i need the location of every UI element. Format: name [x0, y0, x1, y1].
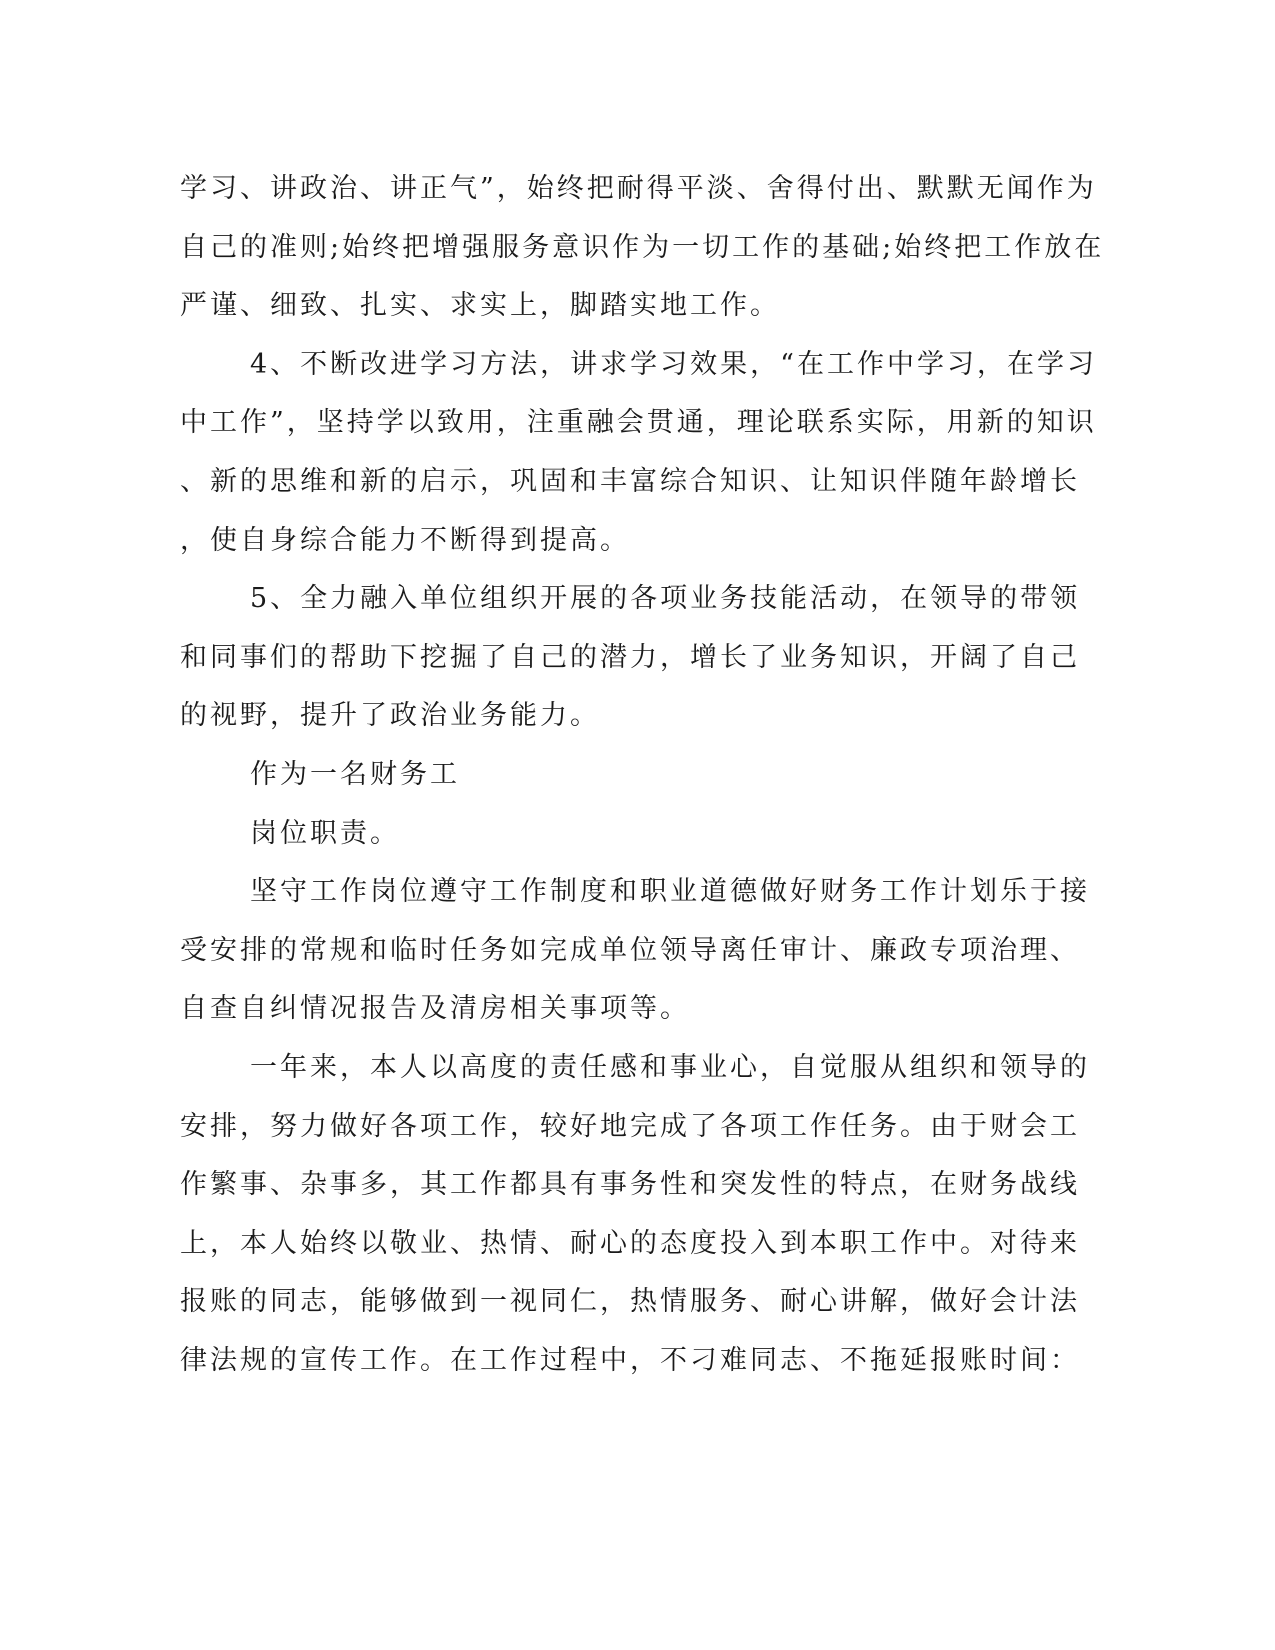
text-line: 、新的思维和新的启示，巩固和丰富综合知识、让知识伴随年龄增长 [180, 465, 1080, 497]
text-line: 坚守工作岗位遵守工作制度和职业道德做好财务工作计划乐于接 [250, 876, 1090, 908]
text-line: 中工作”，坚持学以致用，注重融会贯通，理论联系实际，用新的知识 [180, 407, 1097, 439]
text-line: 5、全力融入单位组织开展的各项业务技能活动，在领导的带领 [250, 583, 1081, 615]
text-line: 学习、讲政治、讲正气”，始终把耐得平淡、舍得付出、默默无闻作为 [180, 173, 1097, 204]
text-line: 严谨、细致、扎实、求实上，脚踏实地工作。 [180, 290, 780, 322]
text-line: 作繁事、杂事多，其工作都具有事务性和突发性的特点，在财务战线 [180, 1169, 1080, 1201]
text-line: 受安排的常规和临时任务如完成单位领导离任审计、廉政专项治理、 [180, 934, 1080, 966]
text-line: 安排，努力做好各项工作，较好地完成了各项工作任务。由于财会工 [180, 1110, 1080, 1142]
text-line: 岗位职责。 [250, 817, 400, 849]
text-line: 4、不断改进学习方法，讲求学习效果，“在工作中学习，在学习 [250, 348, 1097, 380]
text-line: ，使自身综合能力不断得到提高。 [180, 524, 630, 556]
text-line: 报账的同志，能够做到一视同仁，热情服务、耐心讲解，做好会计法 [180, 1286, 1080, 1318]
text-line: 上，本人始终以敬业、热情、耐心的态度投入到本职工作中。对待来 [180, 1227, 1080, 1259]
text-line: 一年来，本人以高度的责任感和事业心，自觉服从组织和领导的 [250, 1051, 1090, 1083]
document-body [180, 160, 1105, 1390]
text-line: 的视野，提升了政治业务能力。 [180, 700, 600, 732]
text-line: 作为一名财务工 [250, 758, 460, 790]
text-line: 律法规的宣传工作。在工作过程中，不刁难同志、不拖延报账时间： [180, 1344, 1080, 1376]
text-line: 自己的准则;始终把增强服务意识作为一切工作的基础;始终把工作放在 [180, 231, 1105, 263]
text-line: 自查自纠情况报告及清房相关事项等。 [180, 993, 690, 1025]
text-line: 和同事们的帮助下挖掘了自己的潜力，增长了业务知识，开阔了自己 [180, 641, 1080, 673]
